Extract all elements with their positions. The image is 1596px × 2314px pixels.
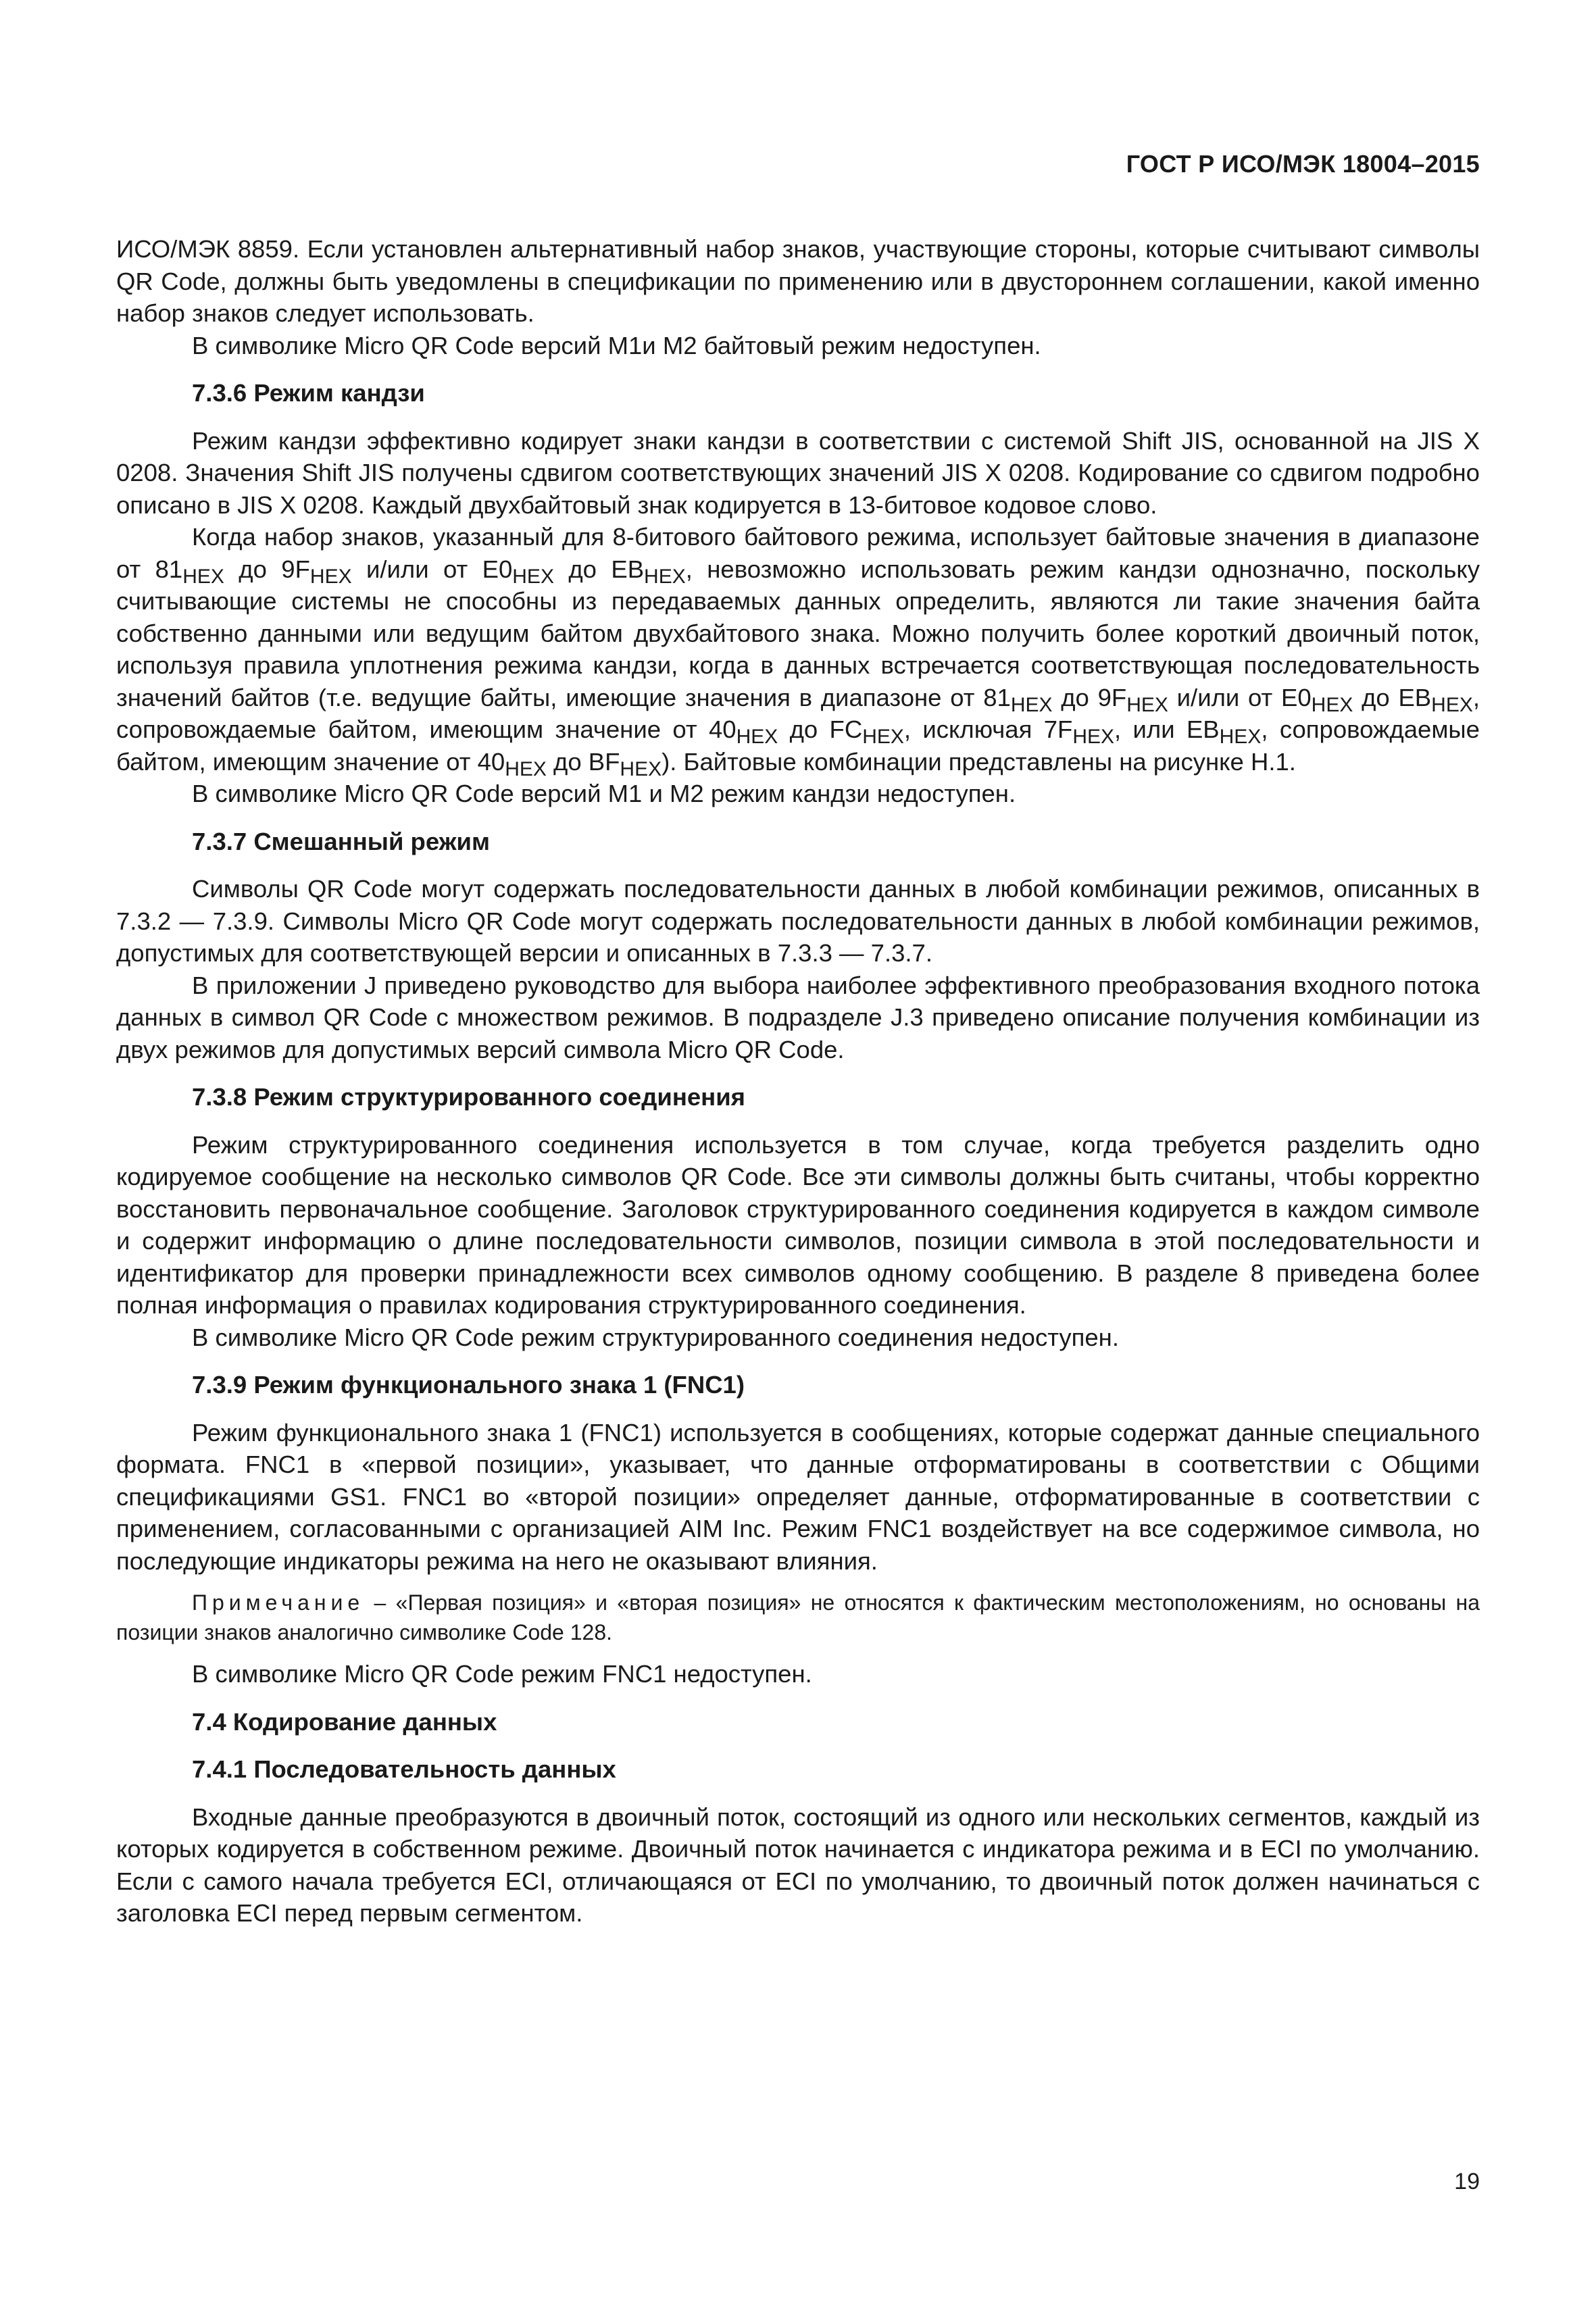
section-heading-7-4: 7.4 Кодирование данных <box>192 1707 497 1736</box>
section-heading-7-3-8: 7.3.8 Режим структурированного соединения <box>192 1083 745 1111</box>
document-header: ГОСТ Р ИСО/МЭК 18004–2015 <box>1126 150 1480 178</box>
paragraph: Режим кандзи эффективно кодирует знаки кандзи в соответствии с системой Shift JIS, основанной на JIS X 0208. Значения Shift JIS получены сдвигом соответствующих значений JIS X 0208. Кодирование со сдвигом подробно описано в JIS X 0208. Каждый двухбайтовый знак кодируется в 13-битовое кодовое слово. <box>116 426 1480 519</box>
note-label: Примечание <box>192 1590 365 1615</box>
paragraph: Символы QR Code могут содержать последовательности данных в любой комбинации режимов, описанных в 7.3.2 — 7.3.9. Символы Micro QR Code могут содержать последовательности данных в любой комбинации режимов, допустимых для соответствующей версии и описанных в 7.3.3 — 7.3.7. <box>116 875 1480 967</box>
paragraph: Входные данные преобразуются в двоичный поток, состоящий из одного или нескольких сегментов, каждый из которых кодируется в собственном режиме. Двоичный поток начинается с индикатора режима и в ECI по умолчанию. Если с самого начала требуется ECI, отличающаяся от ECI по умолчанию, то двоичный поток должен начинаться с заголовка ECI перед первым сегментом. <box>116 1803 1480 1927</box>
paragraph: В символике Micro QR Code версий M1и M2 байтовый режим недоступен. <box>192 331 1041 359</box>
section-heading-7-3-6: 7.3.6 Режим кандзи <box>192 379 425 407</box>
paragraph: В приложении J приведено руководство для выбора наиболее эффективного преобразования входного потока данных в символ QR Code с множеством режимов. В подразделе J.3 приведено описание получения комбинации из двух режимов для допустимых версий символа Micro QR Code. <box>116 971 1480 1063</box>
document-body <box>116 233 1480 1930</box>
page-number: 19 <box>1454 2169 1480 2194</box>
paragraph: Режим функционального знака 1 (FNC1) используется в сообщениях, которые содержат данные специального формата. FNC1 в «первой позиции», указывает, что данные отформатированы в соответствии с Общими спецификациями GS1. FNC1 во «второй позиции» определяет данные, отформатированные в соответствии с применением, согласованными с организацией AIM Inc. Режим FNC1 воздействует на все содержимое символа, но последующие индикаторы режима на него не оказывают влияния. <box>116 1418 1480 1575</box>
paragraph: В символике Micro QR Code режим FNC1 недоступен. <box>192 1660 812 1688</box>
paragraph: В символике Micro QR Code версий M1 и M2 режим кандзи недоступен. <box>192 780 1016 807</box>
paragraph: В символике Micro QR Code режим структурированного соединения недоступен. <box>192 1323 1119 1351</box>
paragraph: Режим структурированного соединения используется в том случае, когда требуется разделить одно кодируемое сообщение на несколько символов QR Code. Все эти символы должны быть считаны, чтобы корректно восстановить первоначальное сообщение. Заголовок структурированного соединения кодируется в каждом символе и содержит информацию о длине последовательности символов, позиции символа в этой последовательности и идентификатор для проверки принадлежности всех символов одному сообщению. В разделе 8 приведена более полная информация о правилах кодирования структурированного соединения. <box>116 1130 1480 1319</box>
section-heading-7-4-1: 7.4.1 Последовательность данных <box>192 1755 616 1783</box>
section-heading-7-3-7: 7.3.7 Смешанный режим <box>192 827 490 855</box>
note-text: – «Первая позиция» и «вторая позиция» не относятся к фактическим местоположениям, но основаны на позиции знаков аналогично символике Code 128. <box>116 1590 1480 1644</box>
paragraph: ИСО/МЭК 8859. Если установлен альтернативный набор знаков, участвующие стороны, которые считывают символы QR Code, должны быть уведомлены в спецификации по применению или в двустороннем соглашении, какой именно набор знаков следует использовать. <box>116 235 1480 327</box>
section-heading-7-3-9: 7.3.9 Режим функционального знака 1 (FNC1) <box>192 1371 745 1399</box>
note <box>116 1588 1480 1647</box>
paragraph-kanji-ranges: Когда набор знаков, указанный для 8-битового байтового режима, использует байтовые значения в диапазоне от $81_{HEX}$ до $9F_{HEX}$ и/или от $E0_{HEX}$ до $EB_{HEX}$, невозможно использовать режим кандзи однозначно, поскольку считывающие системы не способны из передаваемых данных определить, являются ли такие значения байта собственно данными или ведущим байтом двухбайтового знака. Можно получить более короткий двоичный поток, используя правила уплотнения режима кандзи, когда в данных встречается соответствующая последовательность значений байтов (т.е. ведущие байты, имеющие значения в диапазоне от $81_{HEX}$ до $9F_{HEX}$ и/или от $E0_{HEX}$ до $EB_{HEX}$, сопровождаемые байтом, имеющим значение от $40_{HEX}$ до $FC_{HEX}$, исключая $7F_{HEX}$, или $EB_{HEX}$, сопровождаемые байтом, имеющим значение от $40_{HEX}$ до $BF_{HEX}$). Байтовые комбинации представлены на рисунке H.1. <box>116 523 1480 780</box>
